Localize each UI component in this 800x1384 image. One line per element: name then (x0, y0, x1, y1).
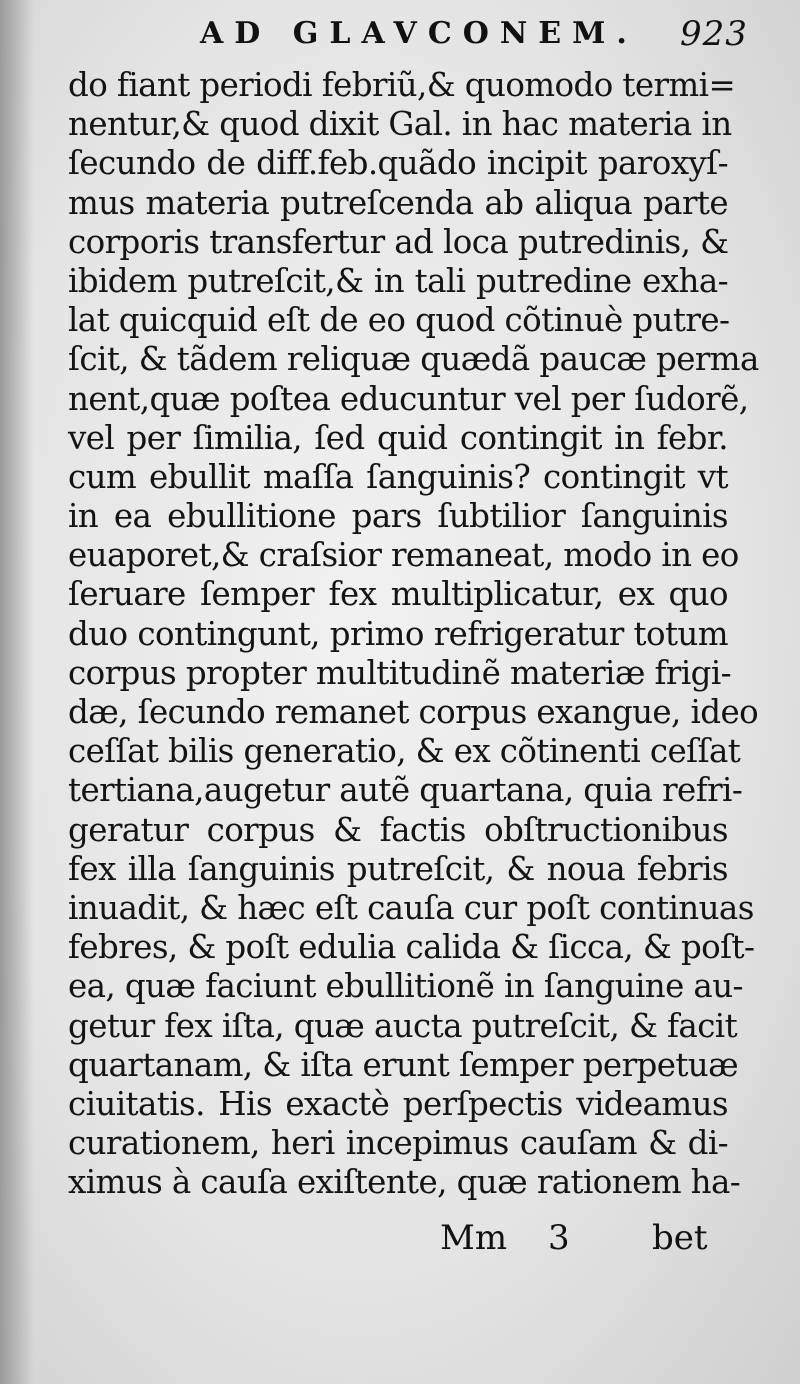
text-line: ſcit, & tãdem reliquæ quædã paucæ perma (68, 340, 759, 379)
body-text (68, 66, 759, 1202)
text-line: inuadit, & hæc eſt cauſa cur poſt continuas (68, 888, 754, 927)
text-line: euaporet,& craſsior remaneat, modo in eo (68, 536, 739, 575)
text-line: getur fex iſta, quæ aucta putreſcit, & facit (68, 1006, 738, 1045)
text-line: ſecundo de diff.feb.quãdo incipit paroxyſ- (68, 144, 728, 183)
text-line: ciuitatis. His exactè perſpectis videamus (68, 1084, 728, 1123)
page-number: 923 (680, 14, 748, 54)
text-line: febres, & poſt edulia calida & ſicca, & poſt- (68, 928, 755, 967)
text-line: ea, quæ faciunt ebullitionẽ in ſanguine au- (68, 967, 743, 1006)
text-line: in ea ebullitione pars ſubtilior ſanguinis (68, 497, 728, 536)
signature-mark: Mm (440, 1218, 508, 1258)
text-line: fex illa ſanguinis putreſcit, & noua febris (68, 849, 728, 888)
text-line: ibidem putreſcit,& in tali putredine exha- (68, 261, 728, 300)
text-line: ximus à cauſa exiſtente, quæ rationem ha- (68, 1163, 741, 1202)
text-line: vel per ſimilia, ſed quid contingit in febr. (68, 418, 728, 457)
page-footer (0, 1218, 800, 1268)
text-line: duo contingunt, primo refrigeratur totum (68, 614, 728, 653)
text-line: corpus propter multitudinẽ materiæ frigi- (68, 653, 732, 692)
text-line: curationem, heri incepimus cauſam & di- (68, 1124, 728, 1163)
text-line: do fiant periodi febriũ,& quomodo termi= (68, 66, 736, 104)
running-head-title: AD GLAVCONEM. (200, 16, 638, 51)
gutter-shadow (0, 0, 34, 1384)
text-line: cum ebullit maſſa ſanguinis? contingit vt (68, 457, 728, 496)
text-line: nent,quæ poſtea educuntur vel per ſudorẽ, (68, 379, 749, 418)
text-line: lat quicquid eſt de eo quod cõtinuè putre- (68, 301, 730, 340)
text-line: mus materia putreſcenda ab aliqua parte (68, 183, 728, 222)
text-line: nentur,& quod dixit Gal. in hac materia in (68, 105, 732, 144)
text-line: dæ, ſecundo remanet corpus exangue, ideo (68, 693, 759, 731)
text-line: geratur corpus & factis obſtructionibus (68, 810, 728, 849)
running-head (0, 14, 800, 64)
text-line: corporis transfertur ad loca putredinis, & (68, 222, 729, 261)
text-line: tertiana,augetur autẽ quartana, quia refri- (68, 771, 743, 810)
signature-number: 3 (548, 1218, 570, 1258)
text-line: ceſſat bilis generatio, & ex cõtinenti ceſſat (68, 732, 741, 771)
text-line: ſeruare ſemper fex multiplicatur, ex quo (68, 575, 728, 614)
text-line: quartanam, & iſta erunt ſemper perpetuæ (68, 1045, 739, 1084)
catchword: bet (652, 1218, 708, 1258)
